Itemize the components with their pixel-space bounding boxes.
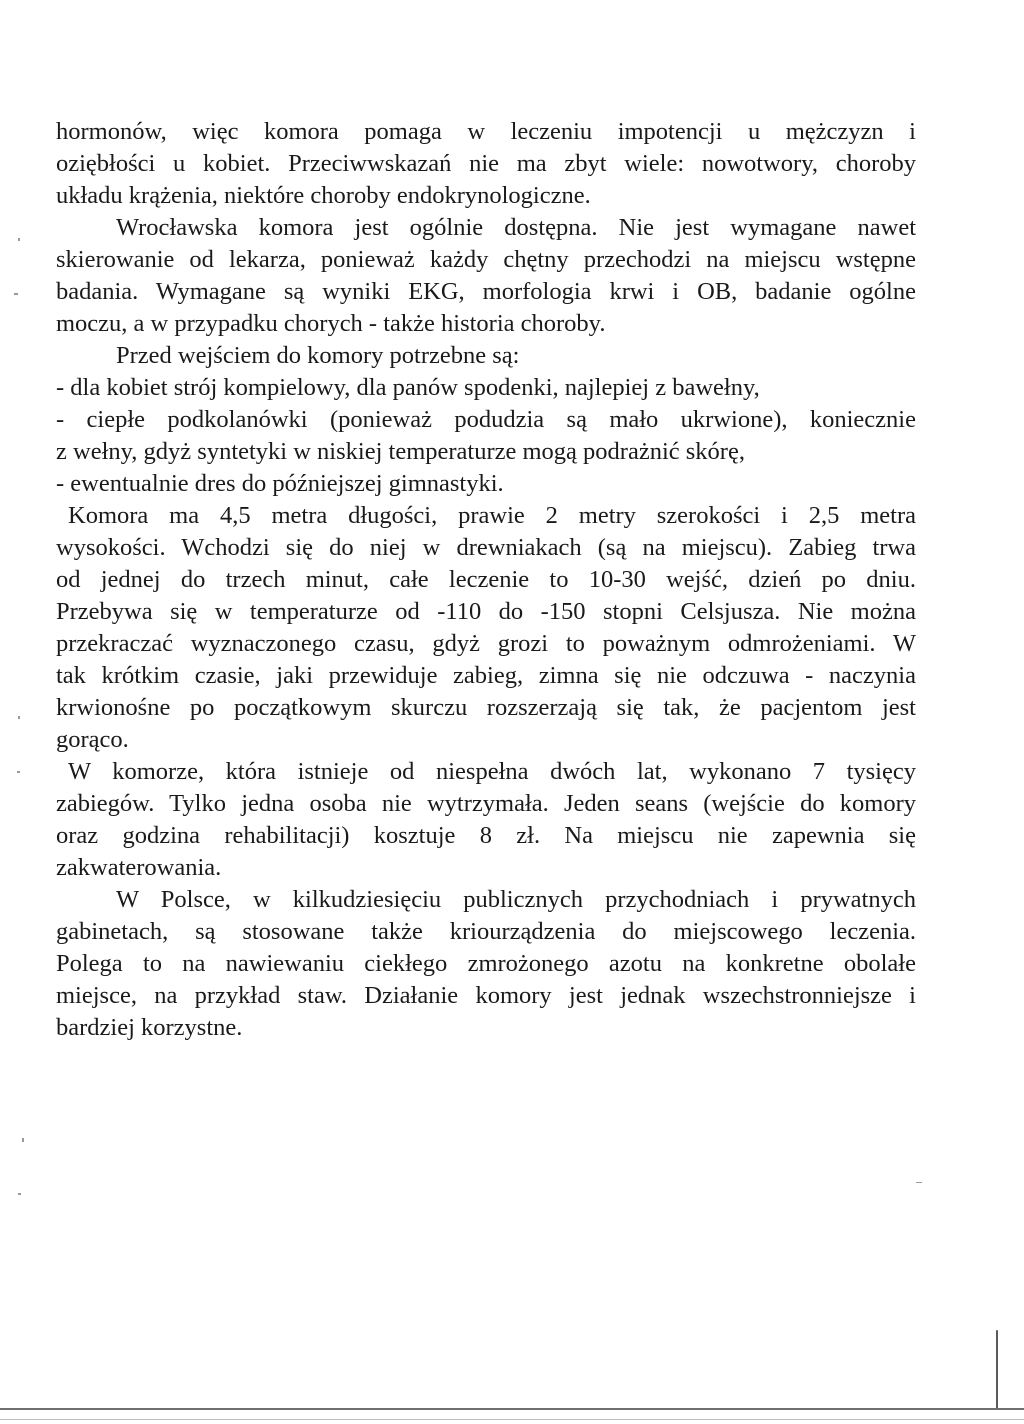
text-line: W Polsce, w kilkudziesięciu publicznych przychodniach i prywatnych bbox=[116, 886, 916, 913]
paragraph-6 bbox=[56, 884, 916, 1044]
text-line: hormonów, więc komora pomaga w leczeniu impotencji u mężczyzn i bbox=[56, 118, 916, 145]
list-item-3 bbox=[56, 468, 916, 500]
body-text bbox=[56, 116, 916, 1044]
text-line: W komorze, która istnieje od niespełna dwóch lat, wykonano 7 tysięcy bbox=[68, 758, 916, 785]
paragraph-2 bbox=[56, 212, 916, 340]
text-line: krwionośne po początkowym skurczu rozszerzają się tak, że pacjentom jest bbox=[56, 694, 916, 721]
scan-speck bbox=[916, 1182, 922, 1183]
text-line: przekraczać wyznaczonego czasu, gdyż grozi to poważnym odmrożeniami. W bbox=[56, 630, 916, 657]
list-item-2 bbox=[56, 404, 916, 468]
text-line: Polega to na nawiewaniu ciekłego zmrożonego azotu na konkretne obolałe bbox=[56, 950, 916, 977]
scan-edge-bottom bbox=[0, 1419, 1024, 1420]
scan-edge-right bbox=[996, 1330, 998, 1410]
text-line: moczu, a w przypadku chorych - także historia choroby. bbox=[56, 310, 606, 337]
scan-edge-bottom bbox=[0, 1408, 1024, 1410]
scan-speck bbox=[14, 293, 18, 295]
text-line: gabinetach, są stosowane także kriourządzenia do miejscowego leczenia. bbox=[56, 918, 916, 945]
paragraph-3 bbox=[56, 340, 916, 372]
text-line: - ewentualnie dres do późniejszej gimnastyki. bbox=[56, 470, 504, 497]
text-line: zakwaterowania. bbox=[56, 854, 222, 881]
paragraph-1 bbox=[56, 116, 916, 212]
scan-speck bbox=[18, 238, 20, 241]
text-line: gorąco. bbox=[56, 726, 129, 753]
text-line: bardziej korzystne. bbox=[56, 1014, 243, 1041]
text-line: układu krążenia, niektóre choroby endokrynologiczne. bbox=[56, 182, 591, 209]
list-item-1 bbox=[56, 372, 916, 404]
text-line: Przed wejściem do komory potrzebne są: bbox=[116, 342, 520, 369]
scan-speck bbox=[18, 716, 20, 719]
scan-speck bbox=[22, 1138, 24, 1142]
text-line: od jednej do trzech minut, całe leczenie to 10-30 wejść, dzień po dniu. bbox=[56, 566, 916, 593]
text-line: z wełny, gdyż syntetyki w niskiej temperaturze mogą podrażnić skórę, bbox=[56, 438, 745, 465]
text-line: - dla kobiet strój kompielowy, dla panów spodenki, najlepiej z bawełny, bbox=[56, 374, 760, 401]
scan-speck bbox=[18, 1193, 21, 1195]
text-line: tak krótkim czasie, jaki przewiduje zabieg, zimna się nie odczuwa - naczynia bbox=[56, 662, 916, 689]
text-line: oraz godzina rehabilitacji) kosztuje 8 zł. Na miejscu nie zapewnia się bbox=[56, 822, 916, 849]
scan-speck bbox=[17, 771, 20, 773]
text-line: wysokości. Wchodzi się do niej w drewniakach (są na miejscu). Zabieg trwa bbox=[56, 534, 916, 561]
text-line: - ciepłe podkolanówki (ponieważ podudzia są mało ukrwione), koniecznie bbox=[56, 406, 916, 433]
text-line: zabiegów. Tylko jedna osoba nie wytrzymała. Jeden seans (wejście do komory bbox=[56, 790, 916, 817]
text-line: skierowanie od lekarza, ponieważ każdy chętny przechodzi na miejscu wstępne bbox=[56, 246, 916, 273]
text-line: badania. Wymagane są wyniki EKG, morfologia krwi i OB, badanie ogólne bbox=[56, 278, 916, 305]
paragraph-5 bbox=[56, 756, 916, 884]
paragraph-4 bbox=[56, 500, 916, 756]
text-line: miejsce, na przykład staw. Działanie komory jest jednak wszechstronniejsze i bbox=[56, 982, 916, 1009]
text-line: Komora ma 4,5 metra długości, prawie 2 metry szerokości i 2,5 metra bbox=[68, 502, 916, 529]
text-line: Wrocławska komora jest ogólnie dostępna. Nie jest wymagane nawet bbox=[116, 214, 916, 241]
text-line: Przebywa się w temperaturze od -110 do -150 stopni Celsjusza. Nie można bbox=[56, 598, 916, 625]
text-line: oziębłości u kobiet. Przeciwwskazań nie ma zbyt wiele: nowotwory, choroby bbox=[56, 150, 916, 177]
